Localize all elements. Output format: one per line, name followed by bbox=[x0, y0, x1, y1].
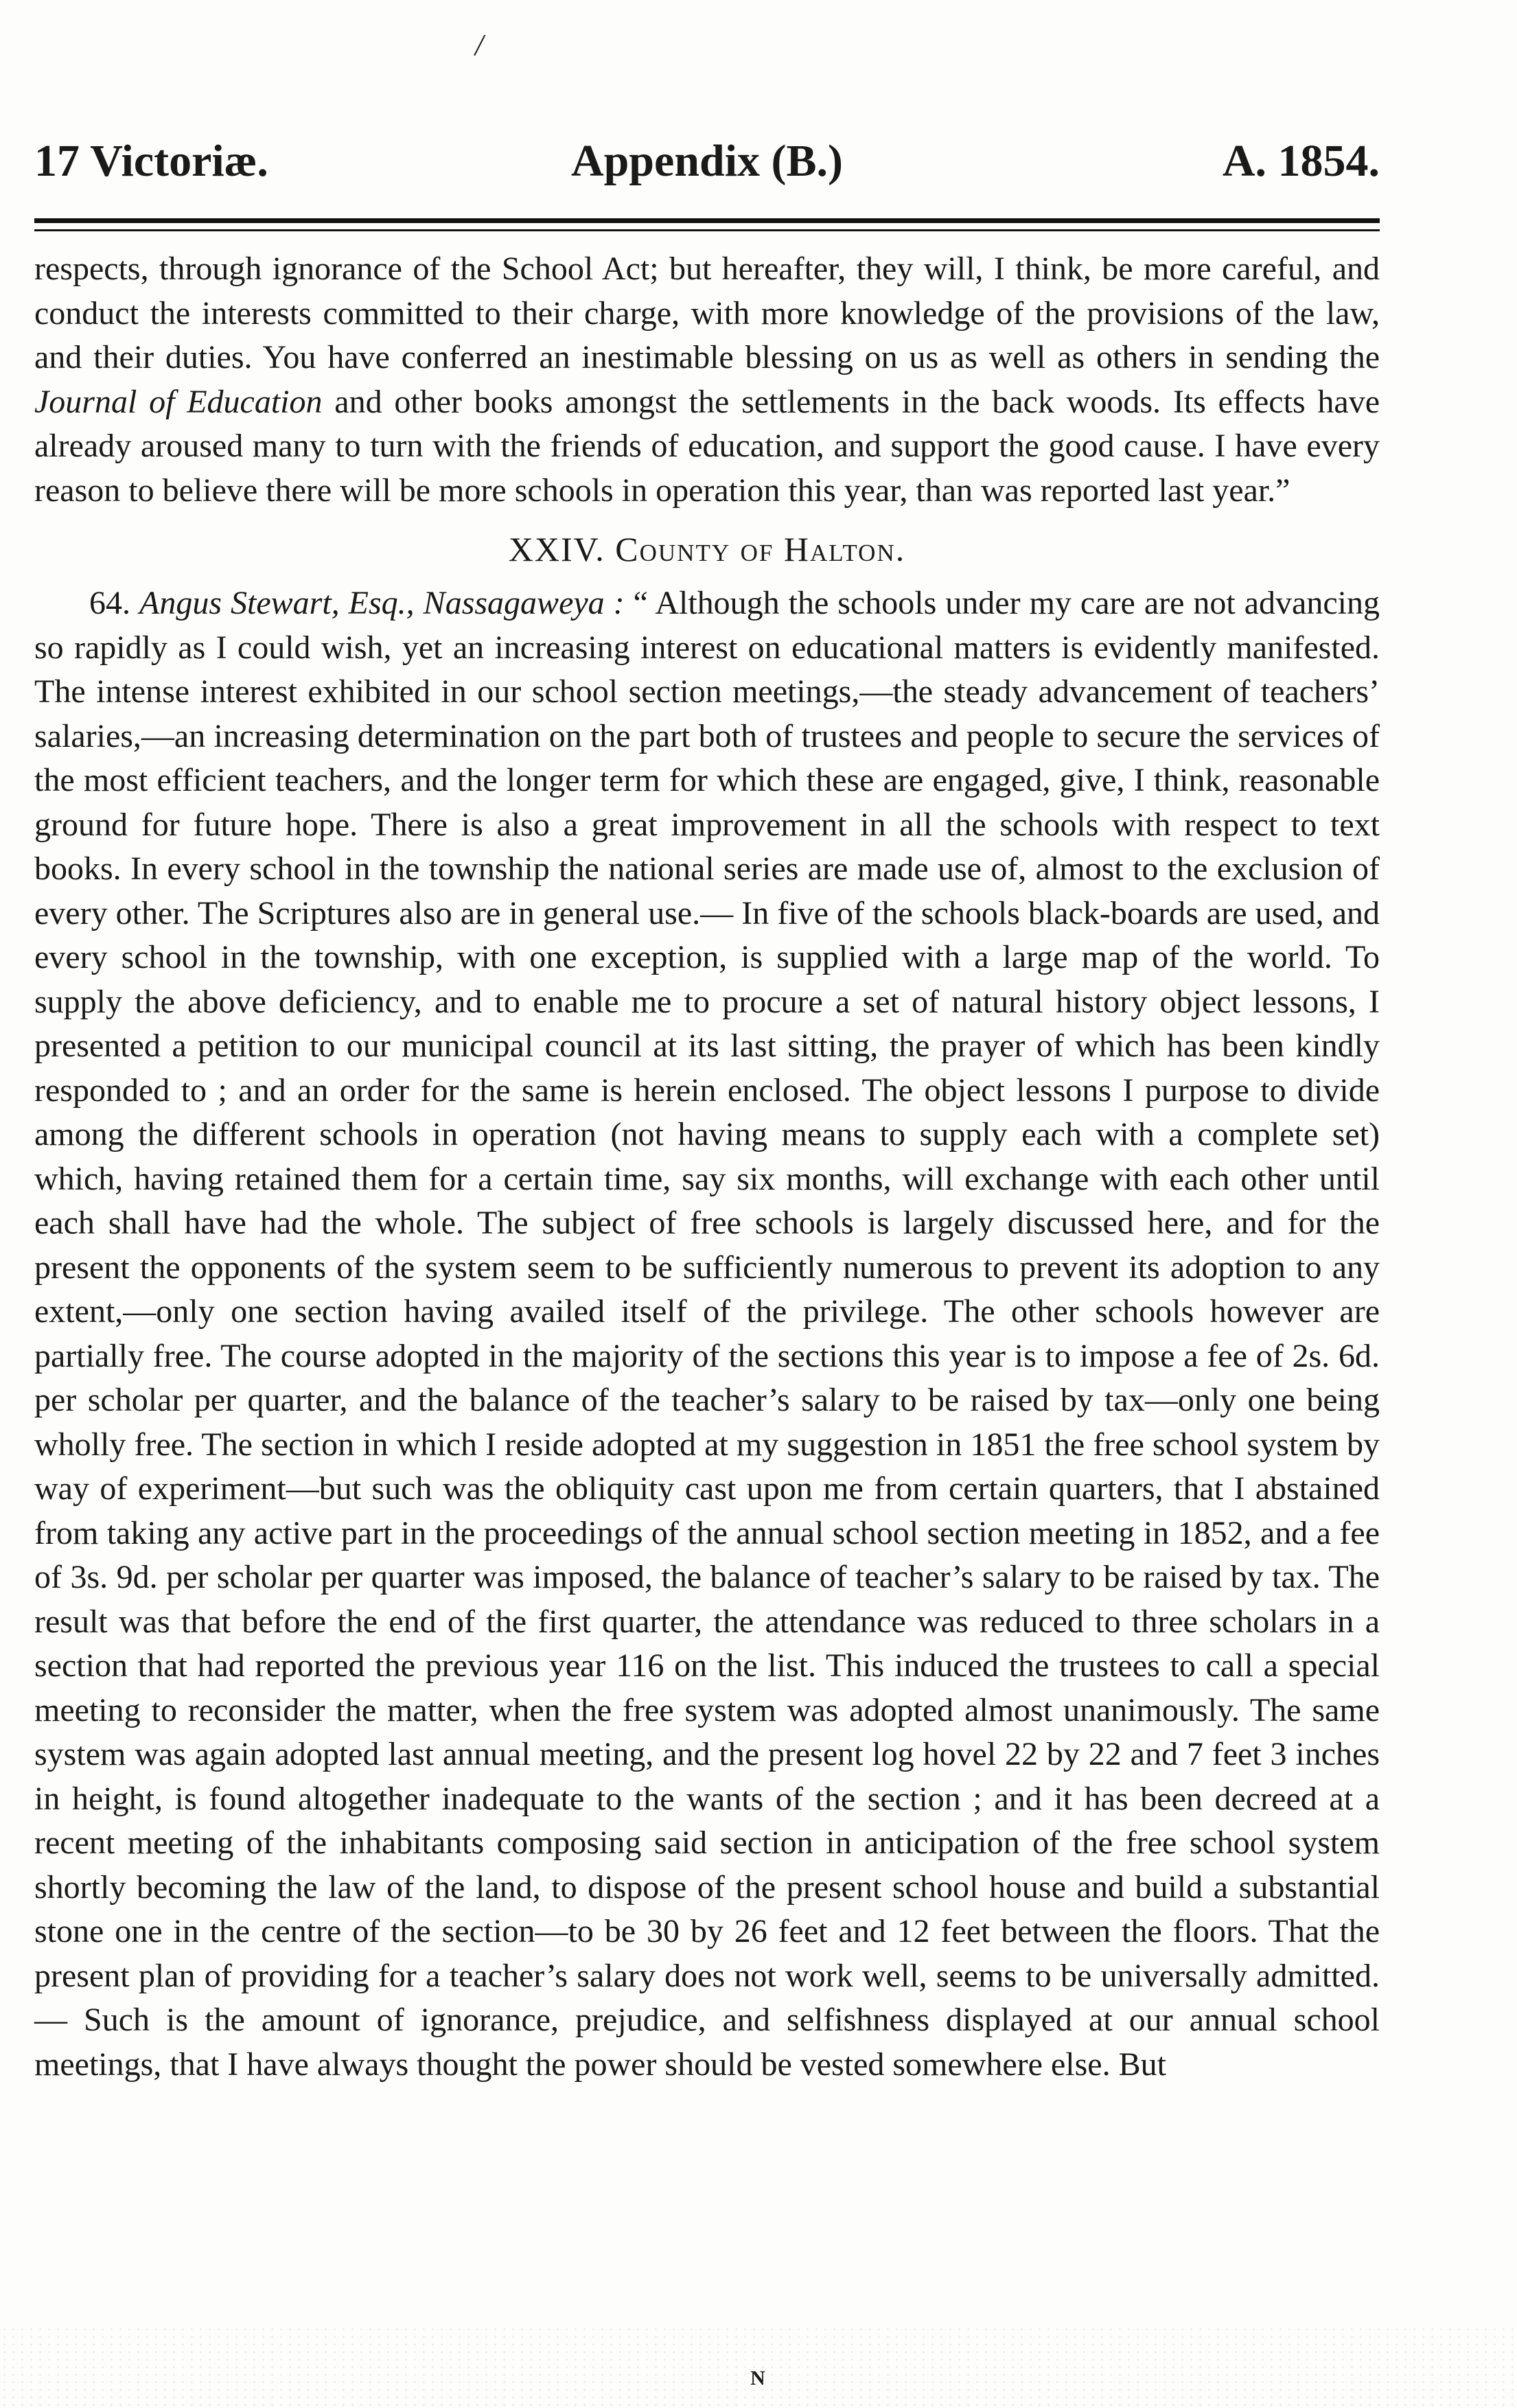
scan-speckle bbox=[0, 2326, 1517, 2408]
entry-author: Angus Stewart, Esq., Nassagaweya : bbox=[139, 585, 625, 621]
entry-paragraph bbox=[34, 581, 1380, 2087]
header-appendix-title: Appendix (B.) bbox=[570, 136, 844, 186]
continued-paragraph-text: respects, through ignorance of the School Act; but hereafter, they will, I think, be more careful, and conduct the interests committed to their charge, with more knowledge of the provisions of the law, and their duties. You have conferred an inestimable blessing on us as well as others in sending the bbox=[34, 251, 1380, 375]
journal-title: Journal of Education bbox=[34, 383, 323, 420]
header-regnal-year: 17 Victoriæ. bbox=[34, 136, 268, 186]
header-rule-thin bbox=[34, 229, 1380, 231]
page-body bbox=[34, 247, 1380, 2087]
entry-text: “ Although the schools under my care are not advancing so rapidly as I could wish, yet an increasing interest on educational matters is evidently manifested. The intense interest exhibited in our school section meetings,—the steady advancement of teachers’ salaries,—an increasing determination on the part both of trustees and people to secure the services of the most efficient teachers, and the longer term for which these are engaged, give, I think, reasonable ground for future hope. There is also a great improvement in all the schools with respect to text books. In every school in the township the national series are made use of, almost to the exclusion of every other. The Scriptures also are in general use.— In five of the schools black-boards are used, and every school in the township, with one exception, is supplied with a large map of the world. To supply the above deficiency, and to enable me to procure a set of natural history object lessons, I presented a petition to our municipal council at its last sitting, the prayer of which has been kindly responded to ; and an order for the same is herein enclosed. The object lessons I purpose to divide among the different schools in operation (not having means to supply each with a complete set) which, having retained them for a certain time, say six months, will exchange with each other until each shall have had the whole. The subject of free schools is largely discussed here, and for the present the opponents of the system seem to be sufficiently numerous to prevent its adoption to any extent,—only one section having availed itself of the privilege. The other schools however are partially free. The course adopted in the majority of the sections this year is to impose a fee of 2s. 6d. per scholar per quarter, and the balance of the teacher’s salary to be raised by tax—only one being wholly free. The section in which I reside adopted at my suggestion in 1851 the free school system by way of experiment—but such was the obliquity cast upon me from certain quarters, that I abstained from taking any active part in the proceedings of the annual school section meeting in 1852, and a fee of 3s. 9d. per scholar per quarter was imposed, the balance of teacher’s salary to be raised by tax. The result was that before the end of the first quarter, the attendance was reduced to three scholars in a section that had reported the previous year 116 on the list. This induced the trustees to call a special meeting to reconsider the matter, when the free system was adopted almost unanimously. The same system was again adopted last annual meeting, and the present log hovel 22 by 22 and 7 feet 3 inches in height, is found altogether inadequate to the wants of the section ; and it has been decreed at a recent meeting of the inhabitants composing said section in anticipation of the free school system shortly becoming the law of the land, to dispose of the present school house and build a substantial stone one in the centre of the section—to be 30 by 26 feet and 12 feet between the floors. That the present plan of providing for a teacher’s salary does not work well, seems to be universally admitted.— Such is the amount of ignorance, prejudice, and selfishness displayed at our annual school meetings, that I have always thought the power should be vested somewhere else. But bbox=[34, 585, 1380, 2083]
section-heading bbox=[34, 525, 1380, 573]
stray-pen-mark: / bbox=[475, 28, 484, 62]
section-numeral: XXIV. bbox=[508, 530, 605, 568]
continued-paragraph-end: and other books amongst the settlements in the back woods. Its effects have already aroused many to turn with the friends of education, and support the good cause. I have every reason to believe there will be more schools in operation this year, than was reported last year.” bbox=[34, 383, 1380, 509]
section-title: County of Halton. bbox=[615, 530, 906, 568]
header-year: A. 1854. bbox=[1222, 136, 1380, 186]
header-rule-thick bbox=[34, 218, 1380, 223]
page-header bbox=[34, 124, 1380, 199]
entry-number: 64. bbox=[89, 585, 130, 621]
continued-paragraph bbox=[34, 247, 1380, 513]
printer-signature: N bbox=[750, 2367, 767, 2389]
